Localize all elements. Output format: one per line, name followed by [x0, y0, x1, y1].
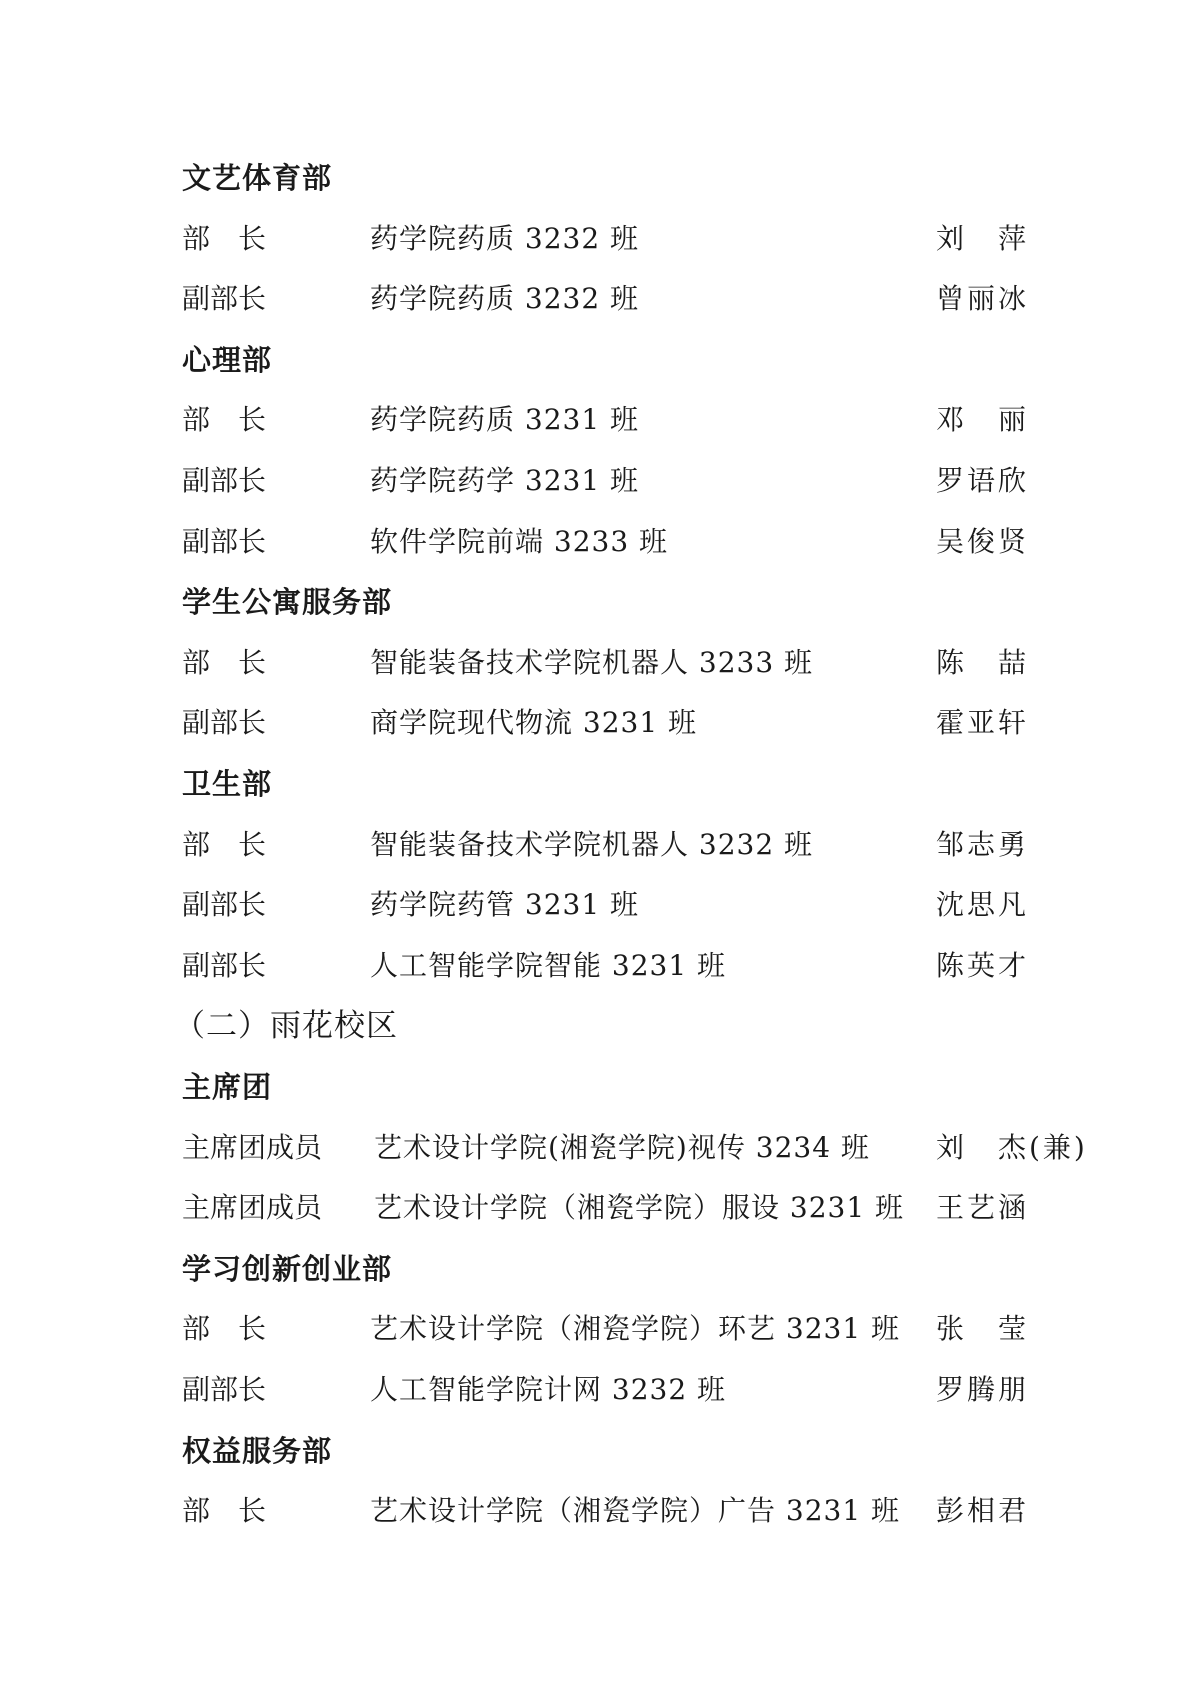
member-role: 主席团成员	[182, 1191, 323, 1225]
member-class: 药学院药质 3231 班	[370, 403, 640, 437]
member-name: 刘 杰(兼)	[936, 1130, 1088, 1164]
member-name: 邹志勇	[936, 827, 1030, 861]
member-row	[0, 877, 1191, 937]
member-name: 罗语欣	[936, 464, 1030, 497]
member-row	[0, 1362, 1191, 1422]
member-name: 罗腾朋	[936, 1373, 1030, 1406]
member-class: 商学院现代物流 3231 班	[370, 706, 698, 740]
member-role: 部 长	[182, 827, 267, 861]
section-heading: 学生公寓服务部	[182, 585, 393, 620]
member-role: 副部长	[182, 1373, 267, 1406]
member-role: 部 长	[182, 645, 267, 679]
section-heading-line	[0, 1241, 1191, 1301]
member-role: 副部长	[182, 464, 267, 497]
member-role: 副部长	[182, 282, 267, 316]
member-name: 彭相君	[936, 1494, 1030, 1528]
member-role: 部 长	[182, 1312, 267, 1346]
member-name: 吴俊贤	[936, 524, 1030, 558]
member-role: 部 长	[182, 403, 267, 437]
member-row	[0, 453, 1191, 513]
member-name: 霍亚轩	[936, 706, 1030, 740]
member-row	[0, 211, 1191, 271]
member-class: 人工智能学院智能 3231 班	[370, 948, 727, 982]
member-row	[0, 695, 1191, 755]
member-row	[0, 817, 1191, 877]
member-name: 邓 丽	[936, 403, 1030, 437]
member-class: 人工智能学院计网 3232 班	[370, 1373, 727, 1406]
member-role: 部 长	[182, 1494, 267, 1528]
member-row	[0, 938, 1191, 998]
section-heading-line	[0, 150, 1191, 210]
section-heading: 心理部	[182, 342, 273, 377]
member-row	[0, 1120, 1191, 1180]
member-name: 王艺涵	[936, 1191, 1030, 1225]
member-name: 陈英才	[936, 948, 1030, 982]
section-heading: 权益服务部	[182, 1433, 333, 1468]
section-heading: 学习创新创业部	[182, 1251, 393, 1286]
section-heading-line	[0, 574, 1191, 634]
section-heading: 主席团	[182, 1070, 273, 1104]
member-role: 副部长	[182, 948, 267, 982]
member-name: 曾丽冰	[936, 282, 1030, 316]
member-row	[0, 514, 1191, 574]
member-class: 药学院药质 3232 班	[370, 221, 640, 255]
member-row	[0, 635, 1191, 695]
member-role: 副部长	[182, 706, 267, 740]
member-row	[0, 1483, 1191, 1543]
member-class: 智能装备技术学院机器人 3232 班	[370, 827, 814, 861]
member-row	[0, 271, 1191, 331]
section-heading: 卫生部	[182, 767, 273, 801]
member-name: 张 莹	[936, 1312, 1030, 1346]
campus-heading-line	[0, 998, 1191, 1058]
member-role: 部 长	[182, 221, 267, 255]
member-class: 艺术设计学院（湘瓷学院）广告 3231 班	[370, 1494, 901, 1528]
section-heading: 文艺体育部	[182, 161, 333, 195]
member-class: 软件学院前端 3233 班	[370, 524, 669, 558]
member-role: 主席团成员	[182, 1130, 323, 1164]
member-row	[0, 1301, 1191, 1361]
member-row	[0, 392, 1191, 452]
section-heading-line	[0, 1423, 1191, 1483]
member-class: 药学院药质 3232 班	[370, 282, 640, 316]
section-heading-line	[0, 756, 1191, 816]
member-class: 药学院药管 3231 班	[370, 888, 640, 922]
member-name: 沈思凡	[936, 888, 1030, 922]
member-class: 艺术设计学院（湘瓷学院）服设 3231 班	[374, 1191, 905, 1225]
section-heading-line	[0, 332, 1191, 392]
member-class: 药学院药学 3231 班	[370, 464, 640, 497]
member-class: 智能装备技术学院机器人 3233 班	[370, 645, 814, 679]
member-name: 陈 喆	[936, 645, 1030, 679]
member-name: 刘 萍	[936, 221, 1030, 255]
member-role: 副部长	[182, 524, 267, 558]
section-heading-line	[0, 1059, 1191, 1119]
member-class: 艺术设计学院(湘瓷学院)视传 3234 班	[374, 1130, 870, 1164]
member-role: 副部长	[182, 888, 267, 922]
campus-heading: （二）雨花校区	[174, 1008, 398, 1045]
member-class: 艺术设计学院（湘瓷学院）环艺 3231 班	[370, 1312, 901, 1346]
member-row	[0, 1180, 1191, 1240]
